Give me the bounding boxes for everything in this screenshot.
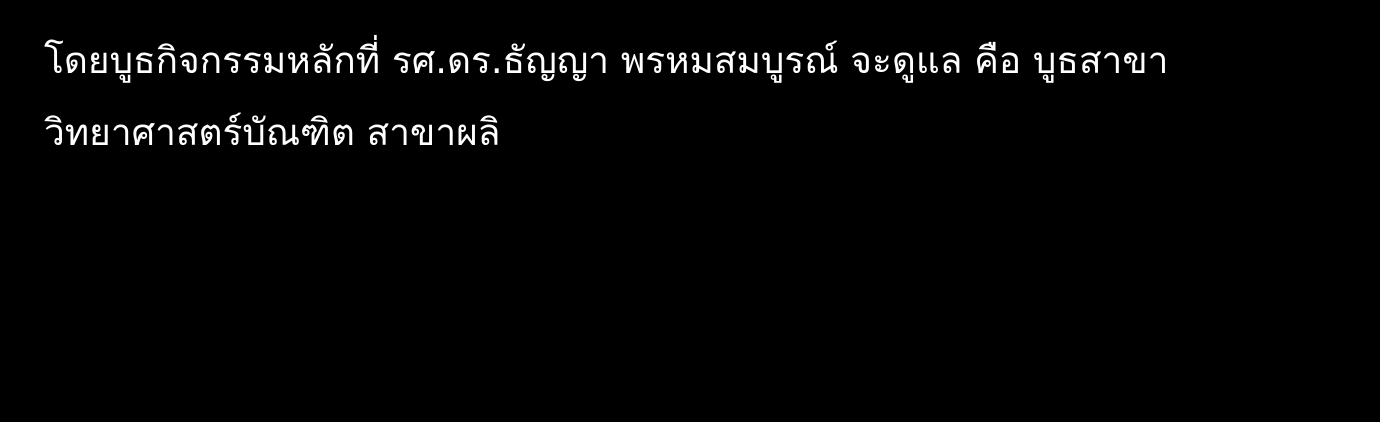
caption-line-1: โดยบูธกิจกรรมหลักที่ รศ.ดร.ธัญญา พรหมสมบูรณ์ จะดูแล คือ บูธสาขา bbox=[44, 39, 1169, 82]
subtitle-caption bbox=[44, 34, 1344, 178]
caption-line-2: วิทยาศาสตร์บัณฑิต สาขาผลิ bbox=[44, 111, 501, 154]
